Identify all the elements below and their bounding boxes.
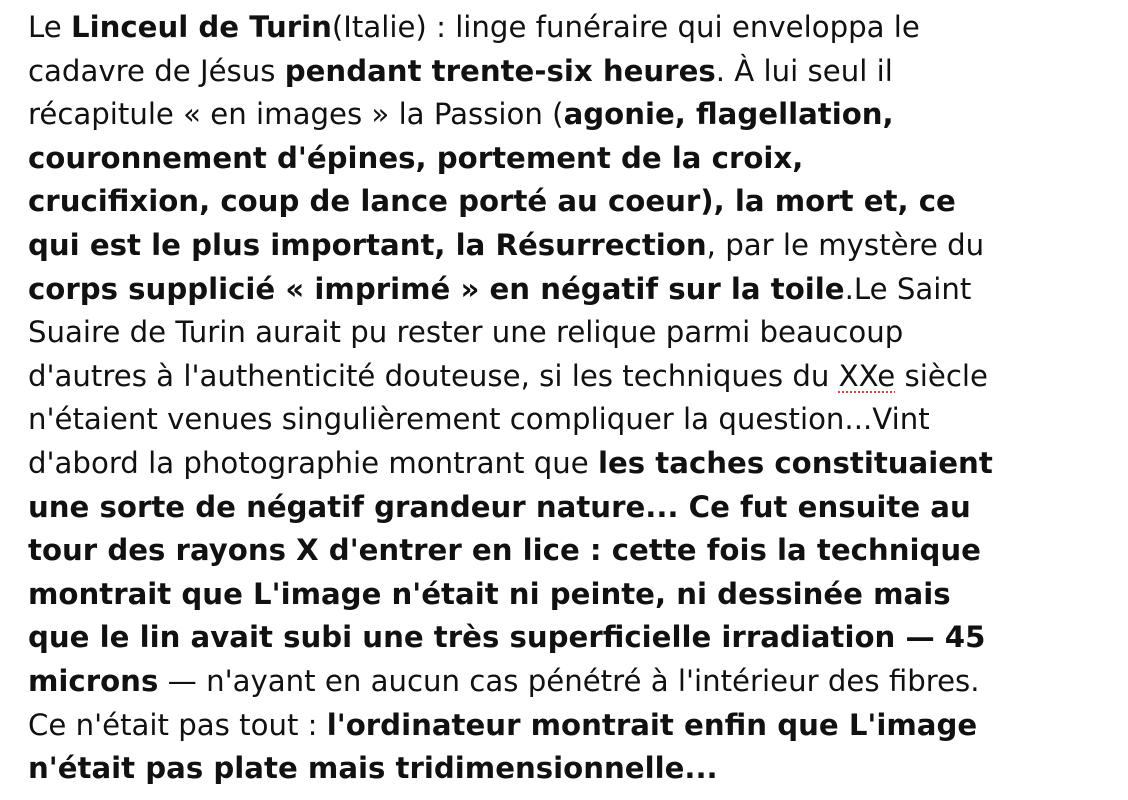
text-line: [28, 50, 1118, 94]
text-run: . À lui seul il: [715, 53, 893, 88]
text-run: Ce n'était pas tout :: [28, 707, 327, 742]
text-run: siècle: [895, 358, 988, 393]
text-line: [28, 137, 1118, 181]
text-line: [28, 398, 1118, 442]
spellcheck-flagged-word[interactable]: XXe: [838, 358, 896, 393]
text-run: .Le Saint: [844, 271, 972, 306]
text-line: [28, 6, 1118, 50]
document-body: [28, 6, 1118, 791]
text-line: [28, 442, 1118, 486]
text-run-bold: crucifixion, coup de lance porté au coeur), la mort et, ce: [28, 184, 956, 219]
text-line: [28, 268, 1118, 312]
text-run: récapitule « en images » la Passion (: [28, 97, 564, 132]
text-line: [28, 93, 1118, 137]
text-line: [28, 224, 1118, 268]
text-run: d'autres à l'authenticité douteuse, si les techniques du: [28, 358, 839, 393]
text-line: [28, 311, 1118, 355]
text-line: [28, 355, 1118, 399]
text-run: Suaire de Turin aurait pu rester une relique parmi beaucoup: [28, 315, 904, 350]
text-run-bold: microns: [28, 663, 159, 698]
text-run: — n'ayant en aucun cas pénétré à l'intérieur des fibres.: [158, 663, 980, 698]
text-run-bold: l'ordinateur montrait enfin que L'image: [326, 707, 978, 742]
text-run-bold: les taches constituaient: [597, 445, 993, 480]
text-run: d'abord la photographie montrant que: [28, 445, 598, 480]
text-run-bold: Linceul de Turin: [70, 10, 332, 44]
text-run: n'étaient venues singulièrement compliquer la question...Vint: [28, 402, 930, 437]
text-line: [28, 573, 1118, 617]
text-run-bold: montrait que L'image n'était ni peinte, ni dessinée mais: [28, 576, 951, 611]
text-line: [28, 660, 1118, 704]
text-line: [28, 486, 1118, 530]
text-run-bold: couronnement d'épines, portement de la croix,: [28, 140, 804, 175]
text-run: Le: [28, 10, 71, 44]
text-run-bold: que le lin avait subi une très superficielle irradiation — 45: [28, 620, 986, 655]
text-line: [28, 529, 1118, 573]
text-line: [28, 616, 1118, 660]
text-run-bold: agonie, flagellation,: [563, 97, 894, 132]
text-run: cadavre de Jésus: [28, 53, 285, 88]
text-run: (Italie) : linge funéraire qui enveloppa le: [331, 10, 920, 44]
text-line: [28, 180, 1118, 224]
text-run-bold: corps supplicié « imprimé » en négatif sur la toile: [28, 271, 845, 306]
text-run-bold: n'était pas plate mais tridimensionnelle...: [28, 751, 718, 786]
text-run-bold: une sorte de négatif grandeur nature... Ce fut ensuite au: [28, 489, 971, 524]
text-run-bold: qui est le plus important, la Résurrection: [28, 227, 707, 262]
text-line: [28, 747, 1118, 791]
text-line: [28, 704, 1118, 748]
text-run-bold: pendant trente-six heures: [284, 53, 716, 88]
text-run: , par le mystère du: [706, 227, 985, 262]
text-run-bold: tour des rayons X d'entrer en lice : cette fois la technique: [28, 533, 981, 568]
